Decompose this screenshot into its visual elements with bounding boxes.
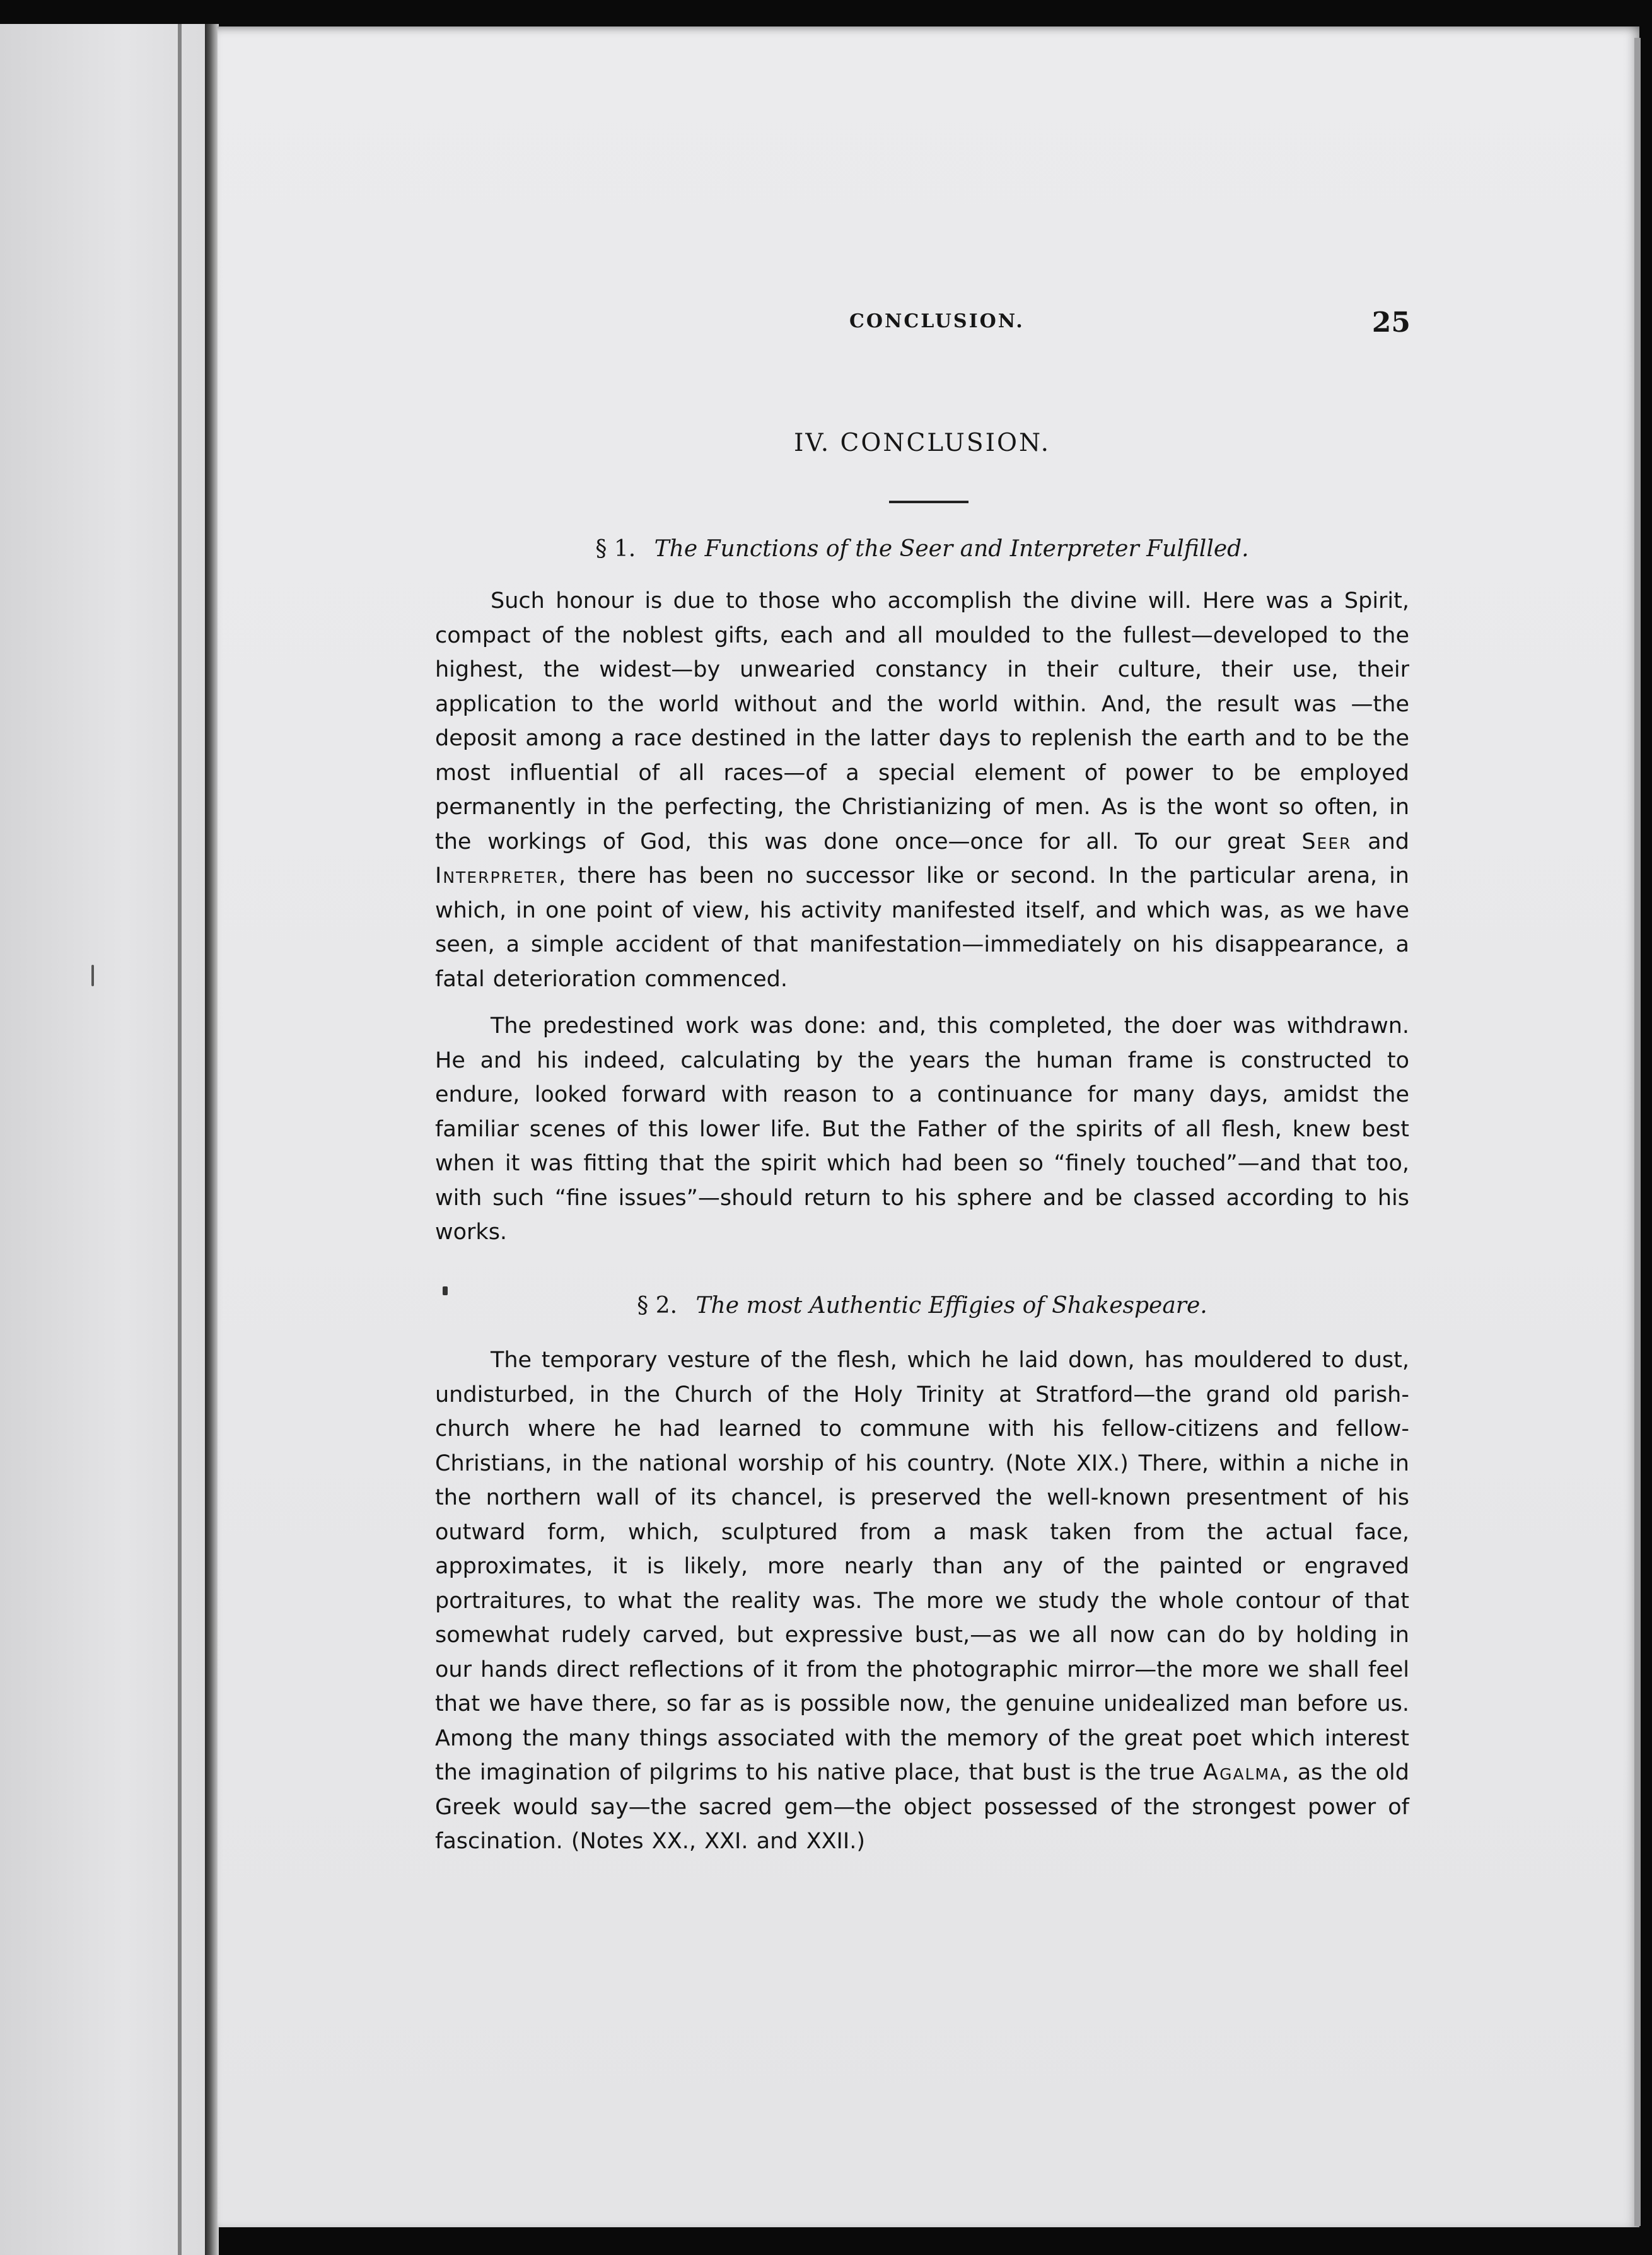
section-title: The Functions of the Seer and Interpreter Fulfilled. — [654, 536, 1249, 562]
paragraph-text: The predestined work was done: and, this completed, the doer was withdrawn. He and his indeed, calculating by the years the human frame is constructed to endure, looked forward with reason to a continuance for many days, amidst the familiar scenes of this lower life. But the Father of the spirits of all flesh, knew best when it was fitting that the spirit which had been so “finely touched”—and that too, with such “fine issues”—should return to his sphere and be classed according to his works. — [435, 1013, 1409, 1245]
running-title: CONCLUSION. — [849, 310, 1025, 332]
paragraph — [435, 584, 1409, 996]
page-number: 25 — [1371, 306, 1411, 339]
book-gutter — [205, 24, 219, 2255]
stray-mark — [91, 965, 94, 986]
paragraph-text: The temporary vesture of the flesh, which he laid down, has mouldered to dust, undisturbed, in the Church of the Holy Trinity at Stratford—the grand old parish-church where he had learned to commune with his fellow-citizens and fellow-Christians, in the national worship of his country. (Note XIX.) There, within a niche in the northern wall of its chancel, is preserved the well-known presentment of his outward form, which, sculptured from a mask taken from the actual face, approximates, it is likely, more nearly than any of the painted or engraved portraitures, to what the reality was. The more we study the whole contour of that somewhat rudely carved, but expressive bust,—as we all now can do by holding in our hands direct reflections of it from the photographic mirror—the more we shall feel that we have there, so far as is possible now, the genuine unidealized man before us. Among the many things associated with the memory of the great poet which interest the imagination of pilgrims to his native place, that bust is the true — [435, 1348, 1409, 1785]
facing-page-edge — [0, 24, 208, 2255]
paragraph — [435, 1343, 1409, 1859]
section-mark: § 2. — [637, 1293, 678, 1319]
section-mark: § 1. — [595, 536, 636, 562]
smallcaps-term: Agalma — [1203, 1760, 1283, 1785]
page-edge-shadow — [1634, 38, 1641, 2226]
smallcaps-term: Interpreter — [435, 863, 559, 889]
chapter-title: IV. CONCLUSION. — [793, 429, 1051, 457]
binding-line — [178, 24, 182, 2255]
smallcaps-term: Seer — [1301, 829, 1352, 854]
paragraph — [435, 1009, 1409, 1250]
paragraph-text: Such honour is due to those who accomplish the divine will. Here was a Spirit, compact of the noblest gifts, each and all moulded to the fullest—developed to the highest, the widest—by unwearied constancy in their culture, their use, their application to the world without and the world within. And, the result was —the deposit among a race destined in the latter days to replenish the earth and to be the most influential of all races—of a special element of power to be employed permanently in the perfecting, the Christianizing of men. As is the wont so often, in the workings of God, this was done once—once for all. To our great — [435, 588, 1409, 854]
running-head — [435, 308, 1416, 346]
paragraph-text: , as the old Greek would say—the sacred gem—the object possessed of the strongest power of fascination. (Notes XX., XXI. and XXII.) — [435, 1760, 1409, 1854]
title-rule — [889, 501, 969, 503]
section-heading — [435, 1293, 1409, 1319]
paragraph-text: and — [1351, 829, 1409, 854]
section-heading — [435, 536, 1409, 562]
paragraph-text: , there has been no successor like or second. In the particular arena, in which, in one point of view, his activity manifested itself, and which was, as we have seen, a simple accident of that manifestation—immediately on his disappearance, a fatal deterioration commenced. — [435, 863, 1409, 992]
section-title: The most Authentic Effigies of Shakespeare. — [695, 1293, 1207, 1319]
